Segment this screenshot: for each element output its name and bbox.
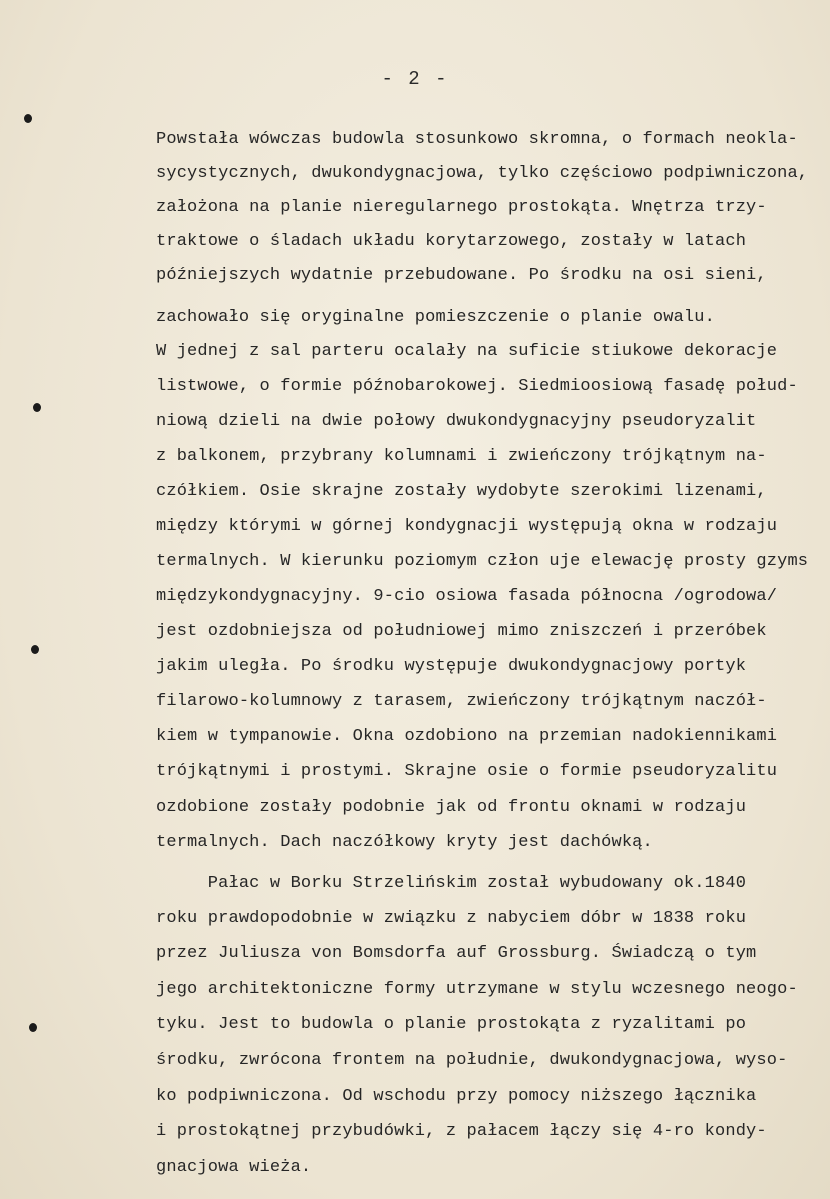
punch-hole-mark	[31, 645, 39, 654]
text-line: jest ozdobniejsza od południowej mimo zniszczeń i przeróbek	[156, 622, 767, 641]
text-line: gnacjowa wieża.	[156, 1158, 312, 1177]
text-line: sycystycznych, dwukondygnacjowa, tylko częściowo podpiwniczona,	[156, 164, 809, 183]
text-line: filarowo-kolumnowy z tarasem, zwieńczony trójkątnym naczół-	[156, 692, 767, 711]
text-line: założona na planie nieregularnego prostokąta. Wnętrza trzy-	[156, 198, 767, 217]
text-line: W jednej z sal parteru ocalały na suficie stiukowe dekoracje	[156, 342, 778, 361]
text-line: termalnych. Dach naczółkowy kryty jest dachówką.	[156, 833, 653, 852]
text-line: tyku. Jest to budowla o planie prostokąta z ryzalitami po	[156, 1015, 747, 1034]
text-line: późniejszych wydatnie przebudowane. Po środku na osi sieni,	[156, 266, 767, 285]
text-line: ozdobione zostały podobnie jak od frontu oknami w rodzaju	[156, 798, 747, 817]
text-line: jego architektoniczne formy utrzymane w stylu wczesnego neogo-	[156, 980, 798, 999]
text-line: roku prawdopodobnie w związku z nabyciem dóbr w 1838 roku	[156, 909, 747, 928]
text-line: zachowało się oryginalne pomieszczenie o planie owalu.	[156, 308, 715, 327]
text-line: ko podpiwniczona. Od wschodu przy pomocy niższego łącznika	[156, 1087, 757, 1106]
text-line: Pałac w Borku Strzelińskim został wybudowany ok.1840	[156, 874, 747, 893]
text-line: międzykondygnacyjny. 9-cio osiowa fasada północna /ogrodowa/	[156, 587, 778, 606]
text-line: między którymi w górnej kondygnacji występują okna w rodzaju	[156, 517, 778, 536]
page-number: - 2 -	[381, 68, 449, 90]
text-line: kiem w tympanowie. Okna ozdobiono na przemian nadokiennikami	[156, 727, 778, 746]
text-line: trójkątnymi i prostymi. Skrajne osie o formie pseudoryzalitu	[156, 762, 778, 781]
punch-hole-mark	[29, 1023, 37, 1032]
text-line: środku, zwrócona frontem na południe, dwukondygnacjowa, wyso-	[156, 1051, 788, 1070]
text-line: listwowe, o formie późnobarokowej. Siedmioosiową fasadę połud-	[156, 377, 798, 396]
text-line: traktowe o śladach układu korytarzowego, zostały w latach	[156, 232, 747, 251]
punch-hole-mark	[24, 114, 32, 123]
text-line: jakim uległa. Po środku występuje dwukondygnacjowy portyk	[156, 657, 747, 676]
text-line: z balkonem, przybrany kolumnami i zwieńczony trójkątnym na-	[156, 447, 767, 466]
text-line: czółkiem. Osie skrajne zostały wydobyte szerokimi lizenami,	[156, 482, 767, 501]
punch-hole-mark	[33, 403, 41, 412]
text-line: przez Juliusza von Bomsdorfa auf Grossburg. Świadczą o tym	[156, 944, 757, 963]
text-line: termalnych. W kierunku poziomym człon uje elewację prosty gzyms	[156, 552, 809, 571]
text-line: i prostokątnej przybudówki, z pałacem łączy się 4-ro kondy-	[156, 1122, 767, 1141]
text-line: Powstała wówczas budowla stosunkowo skromna, o formach neokla-	[156, 130, 798, 149]
text-line: niową dzieli na dwie połowy dwukondygnacyjny pseudoryzalit	[156, 412, 757, 431]
